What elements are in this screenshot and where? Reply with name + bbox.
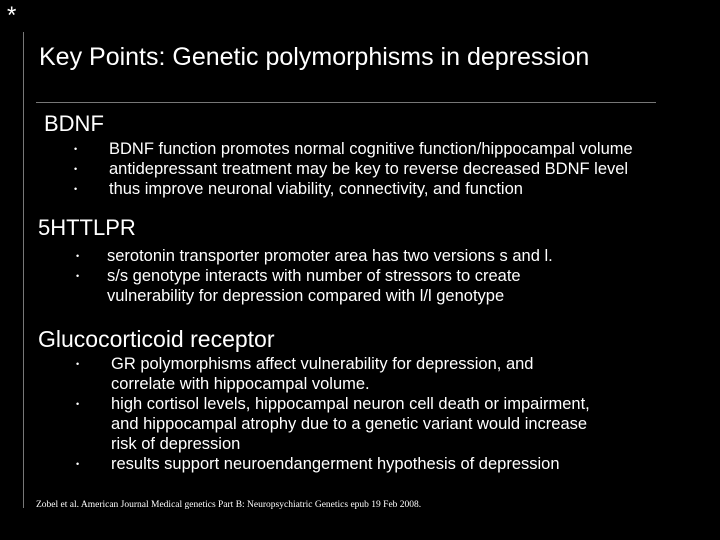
bullet-line: s/s genotype interacts with number of stressors to create	[107, 267, 521, 285]
section-bdnf	[44, 111, 633, 199]
bullet-line: thus improve neuronal viability, connectivity, and function	[109, 180, 523, 198]
bullet-line: correlate with hippocampal volume.	[111, 375, 370, 393]
horizontal-rule	[36, 102, 656, 103]
bullet-dot-icon: •	[74, 184, 78, 194]
bullet-line: high cortisol levels, hippocampal neuron cell death or impairment,	[111, 395, 590, 413]
bullet-item	[44, 159, 633, 179]
section-glucocorticoid-receptor	[38, 326, 590, 474]
bullet-dot-icon: •	[74, 144, 78, 154]
section-heading: BDNF	[44, 111, 104, 136]
bullet-line: results support neuroendangerment hypothesis of depression	[111, 455, 560, 473]
bullet-item	[38, 266, 553, 306]
slide-title: Key Points: Genetic polymorphisms in depression	[39, 43, 590, 71]
bullet-line: risk of depression	[111, 435, 241, 453]
bullet-line: GR polymorphisms affect vulnerability for depression, and	[111, 355, 534, 373]
bullet-line: antidepressant treatment may be key to reverse decreased BDNF level	[109, 160, 629, 178]
section-heading: Glucocorticoid receptor	[38, 326, 275, 352]
bullet-dot-icon: •	[76, 271, 80, 281]
bullet-dot-icon: •	[76, 251, 80, 261]
bullet-dot-icon: •	[74, 164, 78, 174]
bullet-dot-icon: •	[76, 459, 80, 469]
section-5httlpr	[38, 215, 553, 306]
bullet-dot-icon: •	[76, 399, 80, 409]
vertical-rule	[23, 32, 24, 508]
bullet-list	[44, 139, 633, 199]
section-heading: 5HTTLPR	[38, 215, 136, 240]
corner-asterisk: *	[7, 2, 17, 29]
bullet-list	[38, 354, 590, 474]
bullet-list	[38, 246, 553, 306]
bullet-dot-icon: •	[76, 359, 80, 369]
citation: Zobel et al. American Journal Medical genetics Part B: Neuropsychiatric Genetics epub 19 Feb 2008.	[36, 500, 422, 510]
bullet-item	[38, 454, 590, 474]
bullet-item	[38, 354, 590, 394]
bullet-item	[44, 179, 633, 199]
bullet-line: serotonin transporter promoter area has two versions s and l.	[107, 247, 553, 265]
bullet-item	[38, 246, 553, 266]
bullet-item	[38, 394, 590, 454]
bullet-line: BDNF function promotes normal cognitive function/hippocampal volume	[109, 140, 633, 158]
bullet-item	[44, 139, 633, 159]
bullet-line: vulnerability for depression compared with l/l genotype	[107, 287, 505, 305]
bullet-line: and hippocampal atrophy due to a genetic variant would increase	[111, 415, 588, 433]
